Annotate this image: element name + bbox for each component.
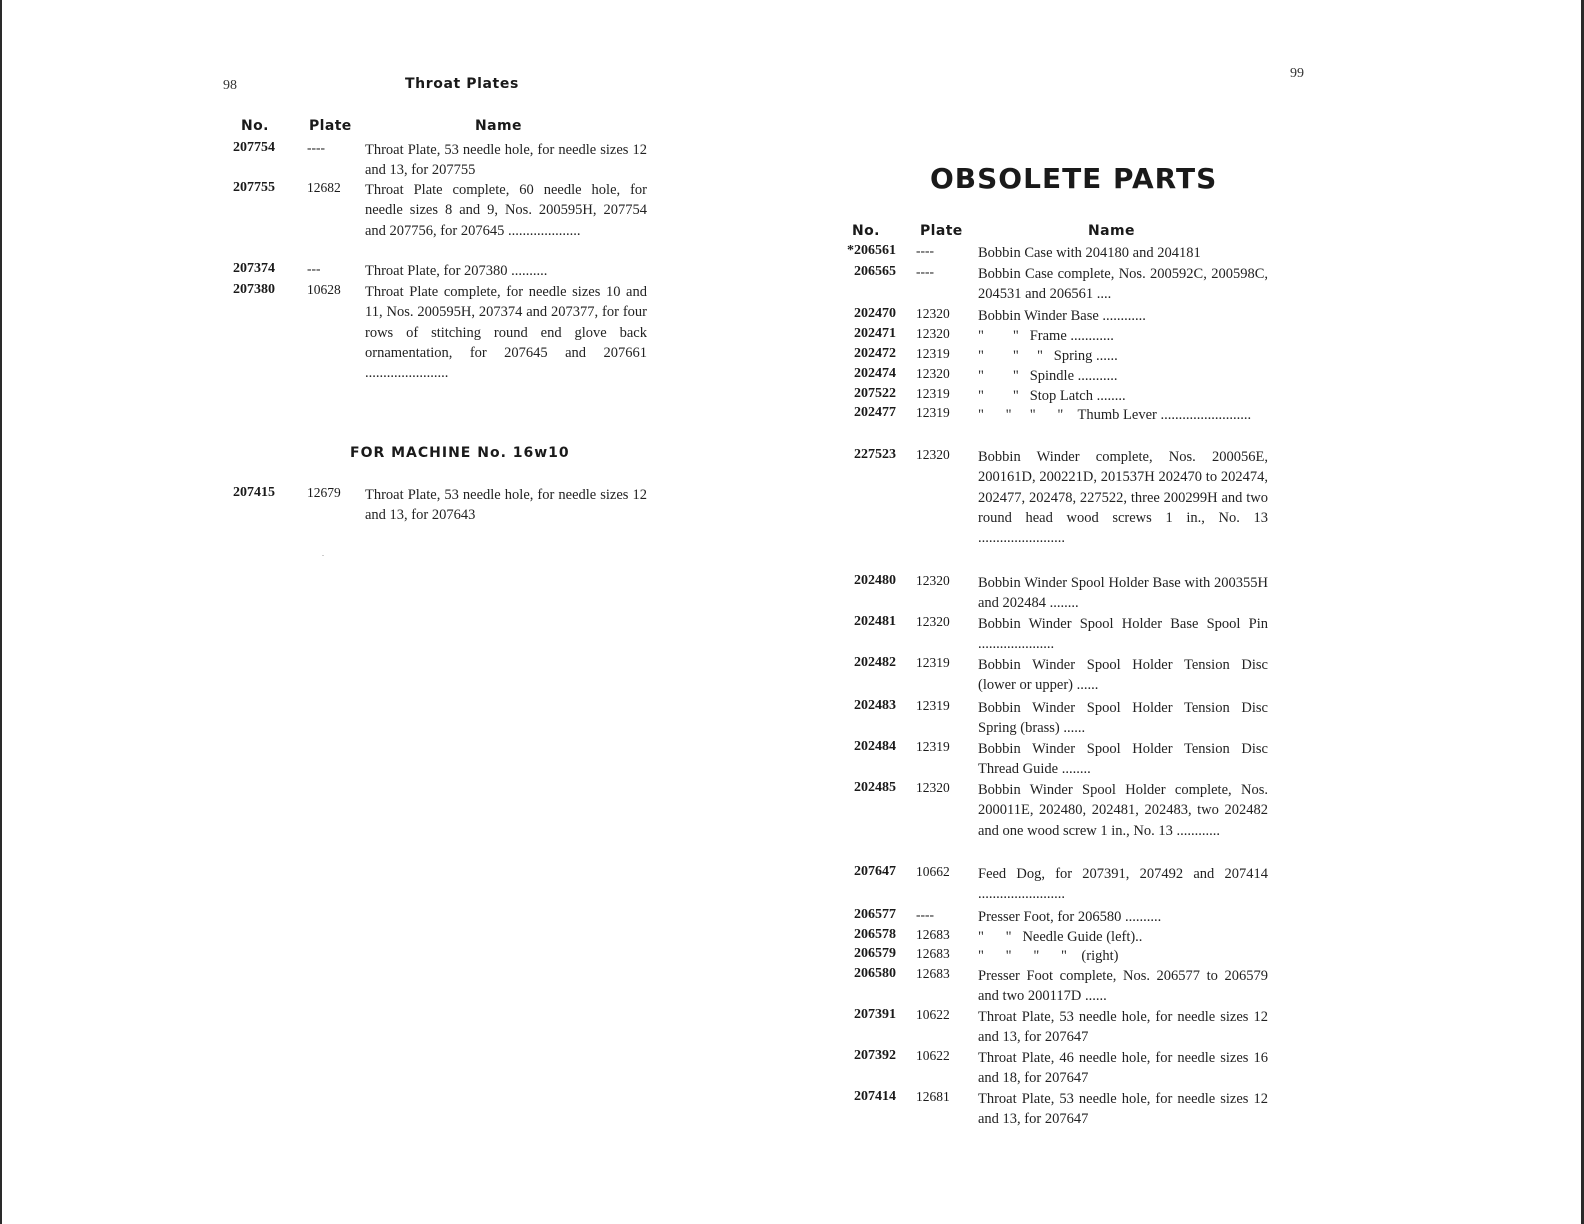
plate-number: 12319 xyxy=(916,346,950,361)
part-name: Throat Plate, 53 needle hole, for needle sizes 12 and 13, for 207647 xyxy=(978,1091,1268,1128)
part-number: 207415 xyxy=(233,485,275,500)
part-name: " " " " Thumb Lever ......................... xyxy=(978,407,1252,423)
plate-number: ---- xyxy=(916,907,934,922)
part-number: 206577 xyxy=(854,907,896,922)
part-name: Throat Plate, for 207380 .......... xyxy=(365,263,548,279)
part-number: 207647 xyxy=(854,864,896,879)
part-name: Bobbin Case with 204180 and 204181 xyxy=(978,245,1201,261)
part-name: Bobbin Winder Spool Holder Tension Disc Thread Guide ........ xyxy=(978,741,1268,778)
section-title: OBSOLETE PARTS xyxy=(930,162,1218,195)
plate-number: 12320 xyxy=(916,614,950,629)
part-number: 202481 xyxy=(854,614,896,629)
part-number: 207754 xyxy=(233,140,275,155)
part-name: Throat Plate complete, 60 needle hole, for needle sizes 8 and 9, Nos. 200595H, 207754 and 207756, for 207645 .................... xyxy=(365,182,647,239)
plate-number: 10622 xyxy=(916,1007,950,1022)
part-name: Bobbin Winder Spool Holder Base with 200355H and 202484 ........ xyxy=(978,575,1268,612)
part-name: Bobbin Winder Spool Holder complete, Nos. 200011E, 202480, 202481, 202483, two 202482 and one wood screw 1 in., No. 13 ............ xyxy=(978,782,1268,839)
part-number: 207374 xyxy=(233,261,275,276)
scan-speck xyxy=(322,555,324,556)
column-header-name: Name xyxy=(475,118,522,134)
plate-number: 10628 xyxy=(307,282,341,297)
plate-number: ---- xyxy=(916,264,934,279)
part-name: Throat Plate, 53 needle hole, for needle sizes 12 and 13, for 207755 xyxy=(365,142,647,179)
part-number: *206561 xyxy=(847,243,896,258)
part-number: 227523 xyxy=(854,447,896,462)
part-name: Bobbin Winder Base ............ xyxy=(978,308,1146,324)
part-name: Presser Foot complete, Nos. 206577 to 206579 and two 200117D ...... xyxy=(978,968,1268,1005)
part-number: 202471 xyxy=(854,326,896,341)
part-number: 207755 xyxy=(233,180,275,195)
part-number: 202484 xyxy=(854,739,896,754)
column-header-name: Name xyxy=(1088,223,1135,239)
column-header-no: No. xyxy=(241,118,269,134)
plate-number: 12683 xyxy=(916,946,950,961)
plate-number: 12319 xyxy=(916,405,950,420)
part-name: Feed Dog, for 207391, 207492 and 207414 ........................ xyxy=(978,866,1268,903)
page-number: 98 xyxy=(223,78,237,93)
part-number: 202482 xyxy=(854,655,896,670)
part-number: 202483 xyxy=(854,698,896,713)
plate-number: 12683 xyxy=(916,966,950,981)
plate-number: 12679 xyxy=(307,485,341,500)
part-name: " " Needle Guide (left).. xyxy=(978,929,1143,945)
part-number: 202472 xyxy=(854,346,896,361)
scan-left-edge xyxy=(0,0,2,1224)
part-number: 207391 xyxy=(854,1007,896,1022)
plate-number: 10622 xyxy=(916,1048,950,1063)
plate-number: 12681 xyxy=(916,1089,950,1104)
plate-number: 12683 xyxy=(916,927,950,942)
plate-number: 12319 xyxy=(916,739,950,754)
part-number: 202485 xyxy=(854,780,896,795)
part-name: Throat Plate, 53 needle hole, for needle sizes 12 and 13, for 207647 xyxy=(978,1009,1268,1046)
plate-number: 12319 xyxy=(916,386,950,401)
part-name: Bobbin Winder Spool Holder Base Spool Pin ..................... xyxy=(978,616,1268,653)
part-name: Throat Plate complete, for needle sizes 10 and 11, Nos. 200595H, 207374 and 207377, for four rows of stitching round end glove back ornamentation, for 207645 and 207661 ....................... xyxy=(365,284,647,382)
plate-number: 12682 xyxy=(307,180,341,195)
plate-number: 12320 xyxy=(916,366,950,381)
part-number: 207414 xyxy=(854,1089,896,1104)
part-number: 202474 xyxy=(854,366,896,381)
part-name: Bobbin Case complete, Nos. 200592C, 200598C, 204531 and 206561 .... xyxy=(978,266,1268,303)
part-name: " " Spindle ........... xyxy=(978,368,1118,384)
column-header-plate: Plate xyxy=(309,118,352,134)
column-header-no: No. xyxy=(852,223,880,239)
part-number: 202470 xyxy=(854,306,896,321)
plate-number: ---- xyxy=(916,243,934,258)
part-number: 206579 xyxy=(854,946,896,961)
plate-number: 12320 xyxy=(916,447,950,462)
part-name: " " " Spring ...... xyxy=(978,348,1118,364)
machine-heading: FOR MACHINE No. 16w10 xyxy=(350,445,570,461)
part-number: 202480 xyxy=(854,573,896,588)
part-name: Presser Foot, for 206580 .......... xyxy=(978,909,1162,925)
part-number: 206580 xyxy=(854,966,896,981)
plate-number: ---- xyxy=(307,140,325,155)
plate-number: 12320 xyxy=(916,780,950,795)
page-number: 99 xyxy=(1290,66,1304,81)
plate-number: --- xyxy=(307,261,321,276)
plate-number: 12319 xyxy=(916,698,950,713)
plate-number: 12320 xyxy=(916,573,950,588)
part-number: 202477 xyxy=(854,405,896,420)
part-name: Bobbin Winder complete, Nos. 200056E, 200161D, 200221D, 201537H 202470 to 202474, 202477, 202478, 227522, three 200299H and two round head wood screws 1 in., No. 13 ........................ xyxy=(978,449,1268,547)
part-number: 207522 xyxy=(854,386,896,401)
page-title: Throat Plates xyxy=(405,76,519,92)
part-name: Throat Plate, 53 needle hole, for needle sizes 12 and 13, for 207643 xyxy=(365,487,647,524)
plate-number: 12320 xyxy=(916,306,950,321)
part-name: " " Frame ............ xyxy=(978,328,1114,344)
part-number: 206578 xyxy=(854,927,896,942)
part-name: " " Stop Latch ........ xyxy=(978,388,1126,404)
part-name: Bobbin Winder Spool Holder Tension Disc Spring (brass) ...... xyxy=(978,700,1268,737)
part-number: 207392 xyxy=(854,1048,896,1063)
part-name: " " " " (right) xyxy=(978,948,1119,964)
plate-number: 10662 xyxy=(916,864,950,879)
plate-number: 12320 xyxy=(916,326,950,341)
part-name: Throat Plate, 46 needle hole, for needle sizes 16 and 18, for 207647 xyxy=(978,1050,1268,1087)
plate-number: 12319 xyxy=(916,655,950,670)
part-number: 207380 xyxy=(233,282,275,297)
part-number: 206565 xyxy=(854,264,896,279)
part-name: Bobbin Winder Spool Holder Tension Disc (lower or upper) ...... xyxy=(978,657,1268,694)
column-header-plate: Plate xyxy=(920,223,963,239)
